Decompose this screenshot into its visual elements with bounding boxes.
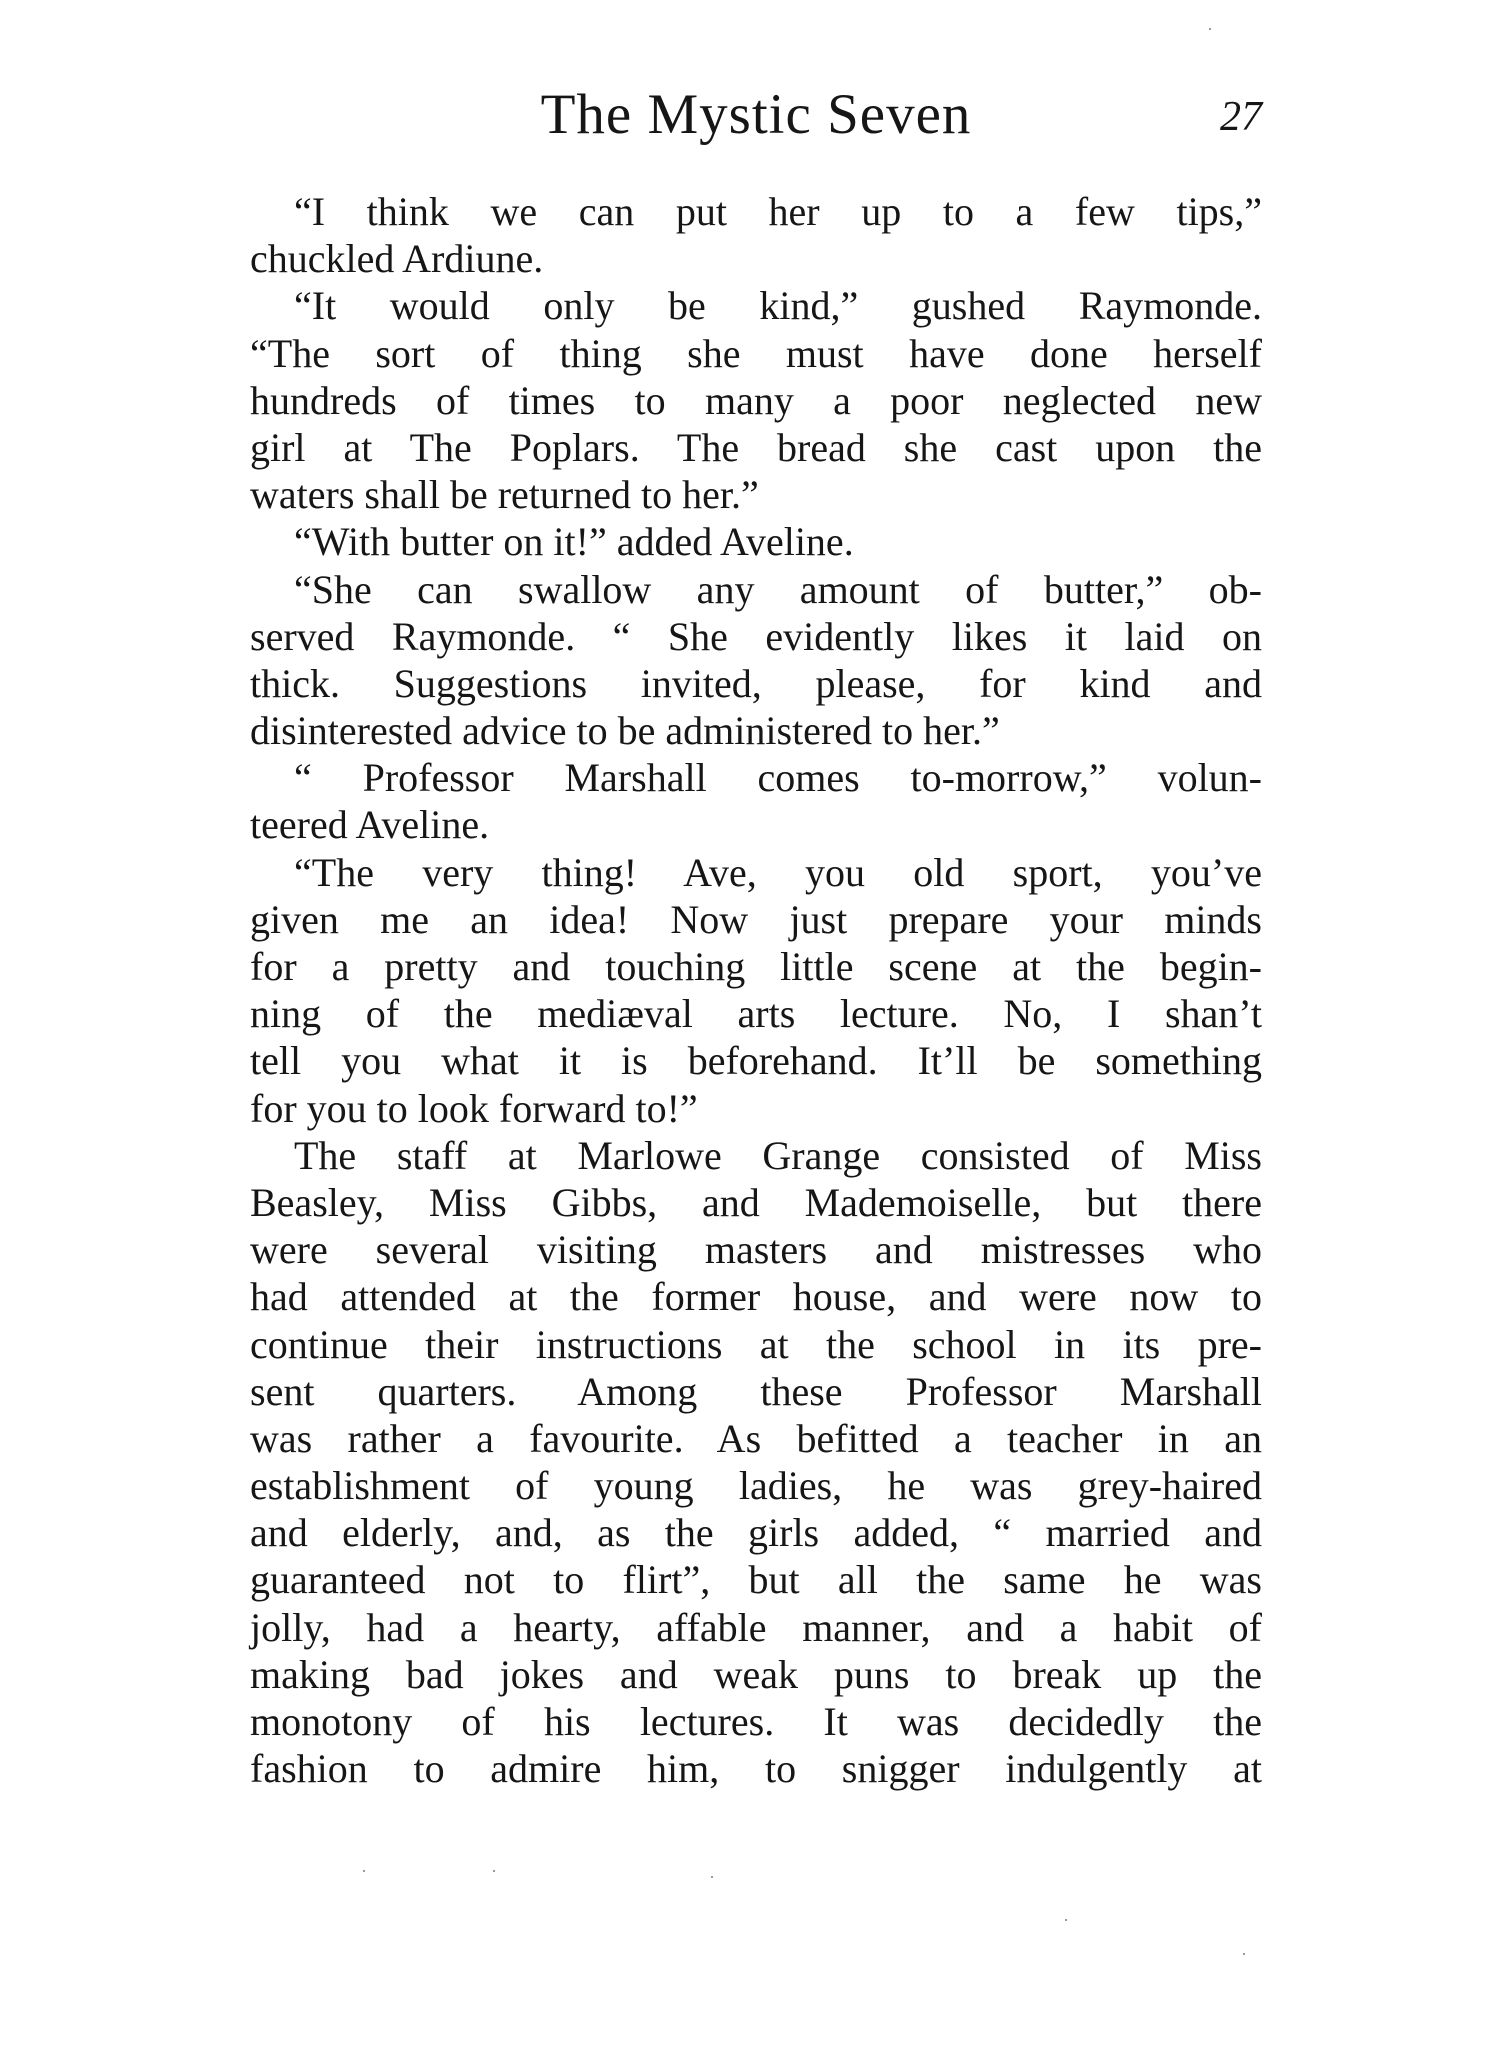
text-line: girl at The Poplars. The bread she cast upon the [250,424,1262,470]
text-line: hundreds of times to many a poor neglected new [250,377,1262,423]
text-line: served Raymonde. “ She evidently likes it laid on [250,613,1262,659]
text-line: disinterested advice to be administered to her.” [250,708,1000,754]
text-line: “With butter on it!” added Aveline. [294,519,854,565]
scan-speck [1065,1919,1067,1921]
text-line: continue their instructions at the school in its pre- [250,1321,1262,1367]
text-line: waters shall be returned to her.” [250,472,759,518]
page-header [250,82,1262,152]
text-line: “The very thing! Ave, you old sport, you’ve [294,849,1262,895]
text-line: thick. Suggestions invited, please, for kind and [250,660,1262,706]
text-line: making bad jokes and weak puns to break up the [250,1651,1262,1697]
text-line: guaranteed not to flirt”, but all the same he was [250,1557,1262,1603]
text-line: monotony of his lectures. It was decidedly the [250,1699,1262,1744]
text-line: “I think we can put her up to a few tips,” [294,189,1262,234]
running-title: The Mystic Seven [540,83,972,146]
text-line: for you to look forward to!” [250,1085,698,1131]
text-line: had attended at the former house, and were now to [250,1274,1262,1320]
text-line: fashion to admire him, to snigger indulgently at [250,1746,1262,1792]
text-line: chuckled Ardiune. [250,236,544,282]
text-line: establishment of young ladies, he was grey-haired [250,1463,1262,1509]
scan-speck [493,1870,495,1872]
text-line: “She can swallow any amount of butter,” ob- [294,566,1262,612]
text-line: were several visiting masters and mistresses who [250,1227,1262,1273]
text-line: tell you what it is beforehand. It’ll be something [250,1038,1262,1084]
text-line: teered Aveline. [250,802,490,848]
body-text [250,188,1262,1792]
text-line: “ Professor Marshall comes to-morrow,” volun- [294,755,1262,801]
text-line: ning of the mediæval arts lecture. No, I shan’t [250,991,1262,1037]
scan-speck [1243,1953,1245,1955]
scan-speck [711,1876,713,1878]
text-line: sent quarters. Among these Professor Marshall [250,1368,1262,1414]
scan-speck [363,1870,365,1872]
text-line: The staff at Marlowe Grange consisted of Miss [294,1132,1262,1178]
text-line: Beasley, Miss Gibbs, and Mademoiselle, but there [250,1179,1262,1225]
page-number: 27 [1220,94,1262,140]
text-line: “The sort of thing she must have done herself [250,330,1262,376]
text-line: “It would only be kind,” gushed Raymonde. [294,283,1262,329]
text-line: and elderly, and, as the girls added, “ married and [250,1510,1262,1556]
text-line: given me an idea! Now just prepare your minds [250,896,1262,942]
text-line: was rather a favourite. As befitted a teacher in an [250,1415,1262,1461]
text-line: for a pretty and touching little scene at the begin- [250,944,1262,989]
text-line: jolly, had a hearty, affable manner, and a habit of [250,1604,1262,1650]
scan-speck [1209,28,1211,30]
